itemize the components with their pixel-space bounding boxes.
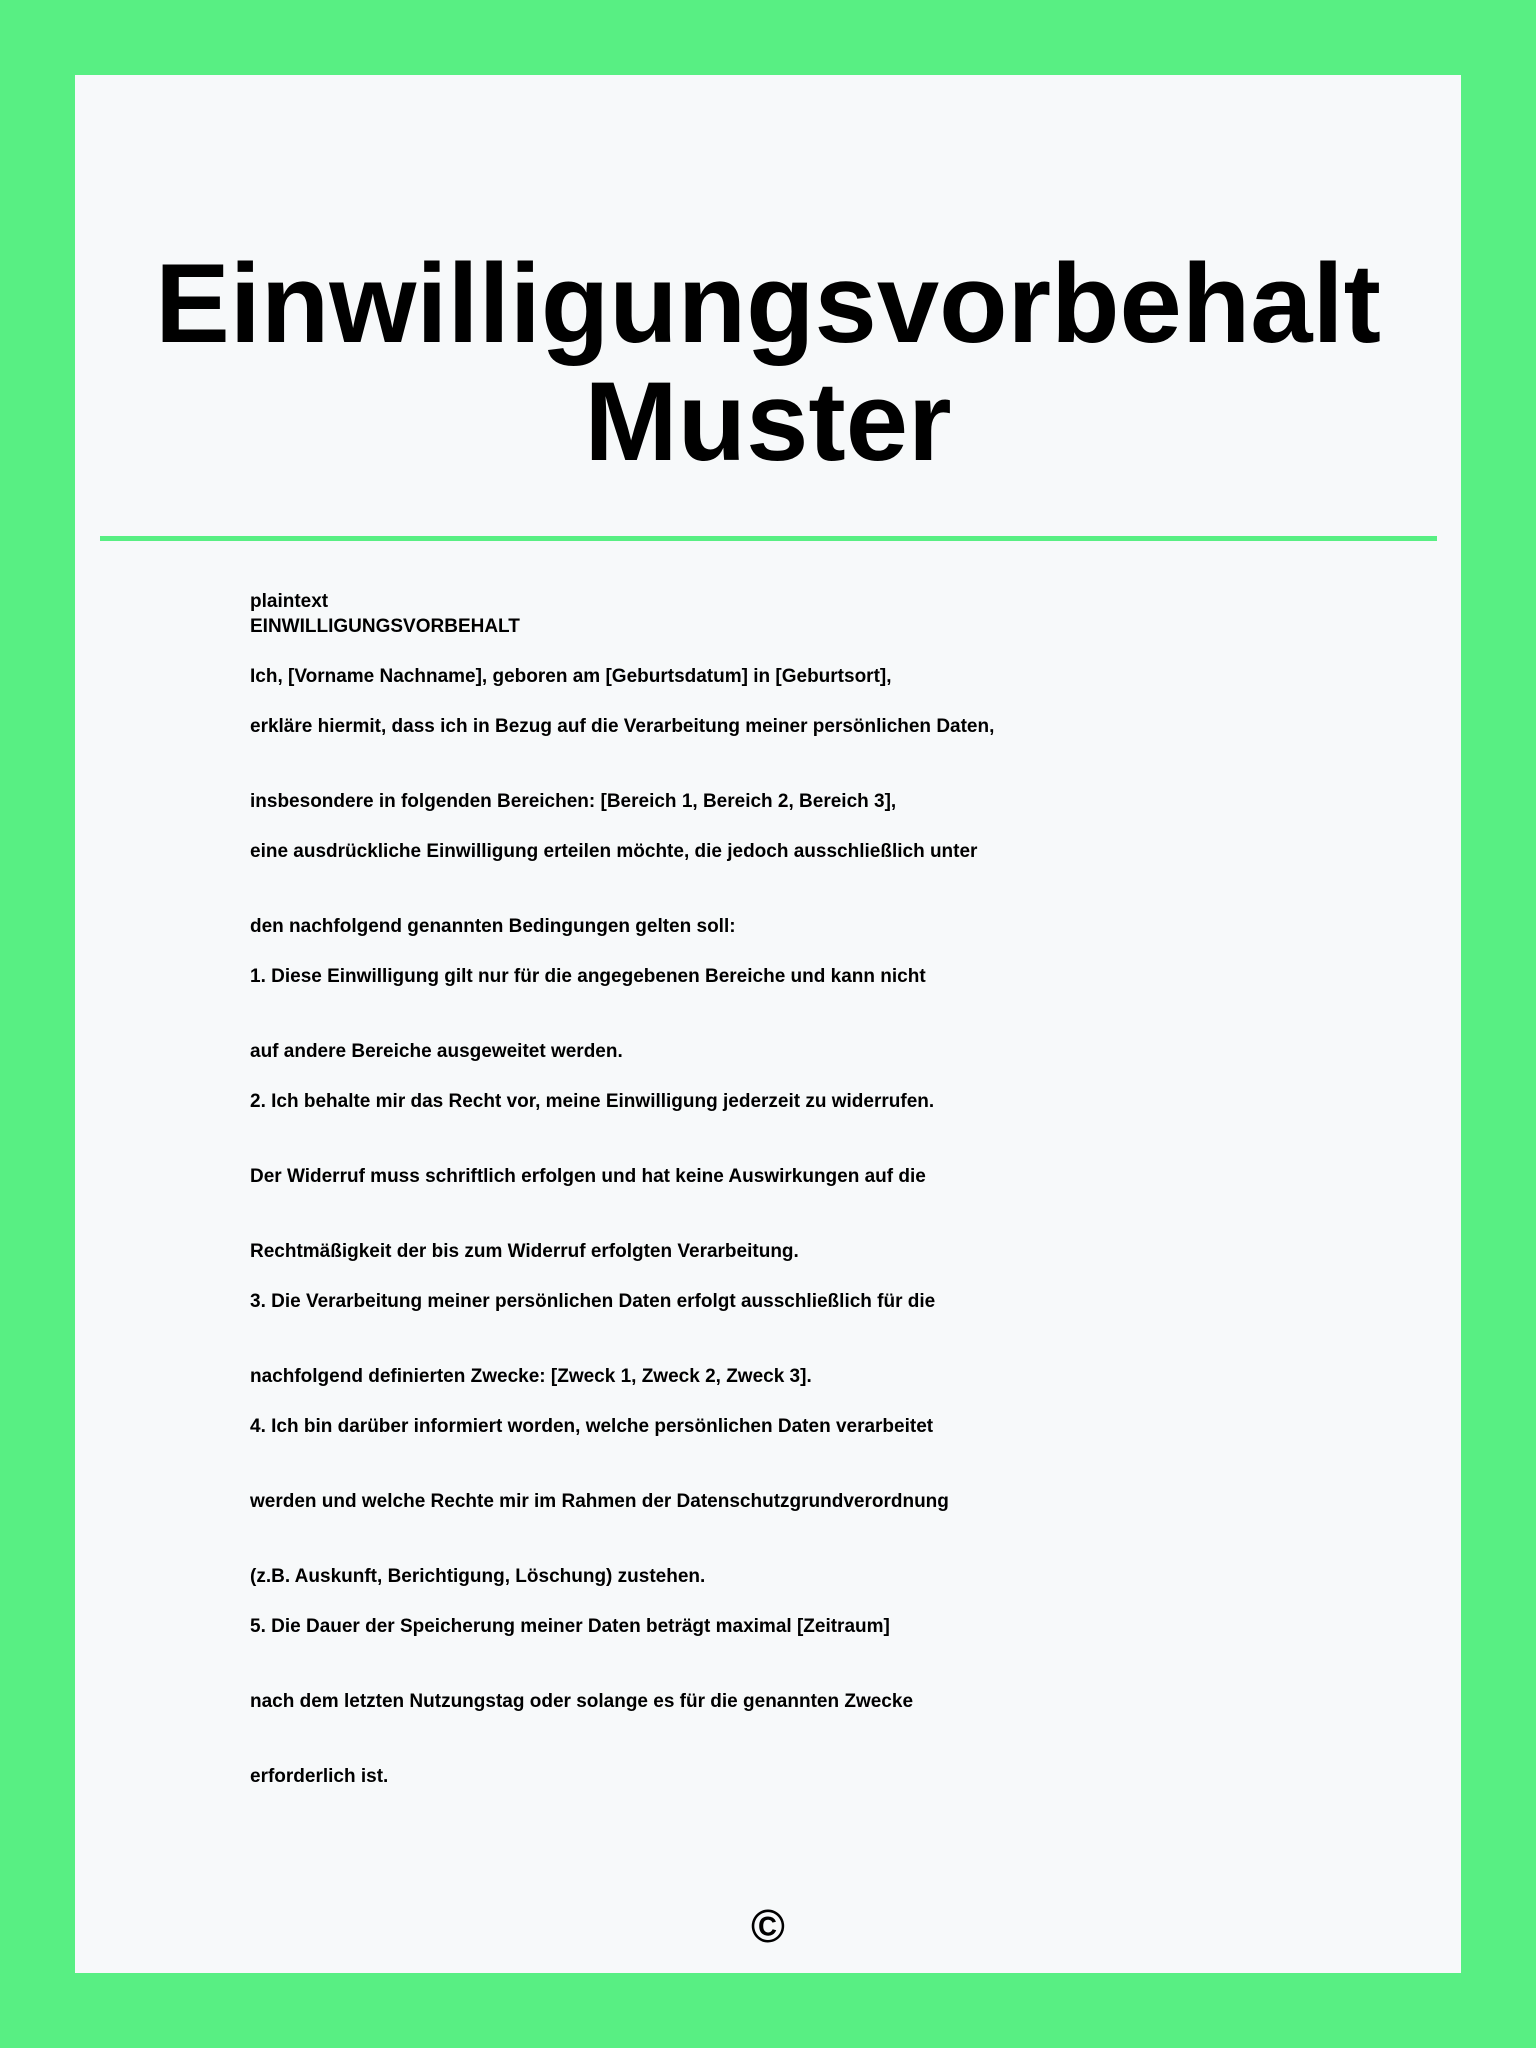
copyright-icon: © <box>751 1900 785 1952</box>
document-page <box>75 75 1461 1973</box>
condition-1-line: 1. Diese Einwilligung gilt nur für die angegebenen Bereiche und kann nicht <box>250 966 926 987</box>
condition-2-line: Der Widerruf muss schriftlich erfolgen und hat keine Auswirkungen auf die <box>250 1166 926 1187</box>
condition-2-line: 2. Ich behalte mir das Recht vor, meine Einwilligung jederzeit zu widerrufen. <box>250 1091 935 1112</box>
condition-4-line: werden und welche Rechte mir im Rahmen der Datenschutzgrundverordnung <box>250 1491 949 1512</box>
title-divider <box>100 536 1437 541</box>
condition-4-line: 4. Ich bin darüber informiert worden, welche persönlichen Daten verarbeitet <box>250 1416 934 1437</box>
condition-1-line: auf andere Bereiche ausgeweitet werden. <box>250 1041 623 1062</box>
body-line: insbesondere in folgenden Bereichen: [Bereich 1, Bereich 2, Bereich 3], <box>250 791 897 812</box>
body-line: erkläre hiermit, dass ich in Bezug auf die Verarbeitung meiner persönlichen Daten, <box>250 716 995 737</box>
condition-5-line: nach dem letzten Nutzungstag oder solange es für die genannten Zwecke <box>250 1691 914 1712</box>
code-language-label: plaintext <box>250 591 329 612</box>
body-line: Ich, [Vorname Nachname], geboren am [Geburtsdatum] in [Geburtsort], <box>250 666 892 687</box>
condition-2-line: Rechtmäßigkeit der bis zum Widerruf erfolgten Verarbeitung. <box>250 1241 799 1262</box>
body-line: eine ausdrückliche Einwilligung erteilen möchte, die jedoch ausschließlich unter <box>250 841 978 862</box>
document-heading: EINWILLIGUNGSVORBEHALT <box>250 616 520 637</box>
body-line: den nachfolgend genannten Bedingungen gelten soll: <box>250 916 736 937</box>
condition-3-line: nachfolgend definierten Zwecke: [Zweck 1, Zweck 2, Zweck 3]. <box>250 1366 812 1387</box>
condition-3-line: 3. Die Verarbeitung meiner persönlichen Daten erfolgt ausschließlich für die <box>250 1291 936 1312</box>
condition-5-line: erforderlich ist. <box>250 1766 389 1787</box>
title-line-1: Einwilligungsvorbehalt <box>155 241 1381 366</box>
title-line-2: Muster <box>584 359 952 484</box>
condition-5-line: 5. Die Dauer der Speicherung meiner Daten beträgt maximal [Zeitraum] <box>250 1616 890 1637</box>
condition-4-line: (z.B. Auskunft, Berichtigung, Löschung) zustehen. <box>250 1566 706 1587</box>
document-title <box>75 241 1461 484</box>
